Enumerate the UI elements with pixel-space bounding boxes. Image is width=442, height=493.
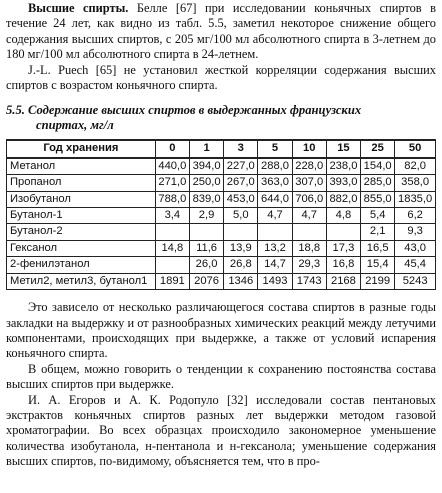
table-cell: 29,3 [292,257,326,273]
column-header-25: 25 [361,140,395,157]
paragraph-egorov: И. А. Егоров и А. К. Родопуло [32] исследовали состав пентановых экстрактов коньячных спиртов разных лет выдержки методом газовой хроматографии. Во всех образцах происходило закономерное уменьшение количества изобутанола, н-пентанола и н-гексанола; уменьшение содержания высших спиртов, по-видимому, объясняется тем, что в про- [6,392,436,469]
table-cell: 288,0 [258,158,292,175]
table-cell: 267,0 [224,175,258,191]
table-row [7,257,436,273]
table-cell [292,224,326,240]
table-cell: 307,0 [292,175,326,191]
table-cell: 855,0 [361,191,395,207]
table-cell: 17,3 [326,240,360,256]
table-row [7,158,436,175]
table-cell: 363,0 [258,175,292,191]
row-label: Метанол [7,158,156,175]
table-row [7,191,436,207]
table-cell: 5,0 [224,208,258,224]
table-cell: 453,0 [224,191,258,207]
table-cell: 839,0 [189,191,223,207]
table-cell: 394,0 [189,158,223,175]
column-header-5: 5 [258,140,292,157]
table-cell: 16,5 [361,240,395,256]
table-row [7,208,436,224]
table-row [7,175,436,191]
table-cell: 250,0 [189,175,223,191]
column-header-0: 0 [155,140,189,157]
table-cell: 4,8 [326,208,360,224]
column-header-year: Год хранения [7,140,156,157]
column-header-15: 15 [326,140,360,157]
column-header-10: 10 [292,140,326,157]
row-label: 2-фенилэтанол [7,257,156,273]
table-cell: 16,8 [326,257,360,273]
table-cell: 358,0 [395,175,436,191]
paragraph-puech: J.-L. Puech [65] не установил жесткой корреляции содержания высших спиртов с возрастом коньячного спирта. [6,62,436,93]
table-cell: 1835,0 [395,191,436,207]
table-row [7,224,436,240]
table-cell: 227,0 [224,158,258,175]
table-cell: 1346 [224,273,258,289]
table-cell: 2076 [189,273,223,289]
table-cell: 1493 [258,273,292,289]
table-title-line1: Содержание высших спиртов в выдержанных французских [28,103,362,118]
table-title-line2: спиртах, мг/л [36,118,114,133]
table-cell: 3,4 [155,208,189,224]
table-cell: 18,8 [292,240,326,256]
row-label: Бутанол-1 [7,208,156,224]
row-label: Пропанол [7,175,156,191]
table-cell: 6,2 [395,208,436,224]
table-cell: 14,7 [258,257,292,273]
paragraph-higher-alcohols [6,1,436,63]
table-cell: 228,0 [292,158,326,175]
table-cell: 882,0 [326,191,360,207]
table-cell: 14,8 [155,240,189,256]
table-cell: 45,4 [395,257,436,273]
table-cell: 13,2 [258,240,292,256]
column-header-1: 1 [189,140,223,157]
table-cell: 238,0 [326,158,360,175]
table-cell: 285,0 [361,175,395,191]
table-cell: 26,0 [189,257,223,273]
table-cell [224,224,258,240]
table-cell: 706,0 [292,191,326,207]
column-header-50: 50 [395,140,436,157]
table-cell: 43,0 [395,240,436,256]
row-label: Бутанол-2 [7,224,156,240]
table-cell: 11,6 [189,240,223,256]
table-cell: 13,9 [224,240,258,256]
table-cell: 2168 [326,273,360,289]
table-header-row [7,140,436,157]
table-row [7,240,436,256]
table-cell: 5243 [395,273,436,289]
table-cell: 644,0 [258,191,292,207]
table-cell [258,224,292,240]
table-cell [155,224,189,240]
table-cell: 5,4 [361,208,395,224]
table-cell: 9,3 [395,224,436,240]
table-cell: 440,0 [155,158,189,175]
table-cell [326,224,360,240]
column-header-3: 3 [224,140,258,157]
table-cell: 82,0 [395,158,436,175]
row-label: Гексанол [7,240,156,256]
table-cell: 1743 [292,273,326,289]
paragraph-text: Белле [67] при исследовании коньячных спиртов в течение 24 лет, как видно из табл. 5.5, заметил некоторое снижение общего содержания высших спиртов, с 205 мг/100 мл абсолютного спирта в 3-летнем до 180 мг/100 мл абсолютного спирта в 24-летнем. [6,1,436,62]
table-cell [155,257,189,273]
alcohols-table [6,139,436,290]
paragraph-tendency: В общем, можно говорить о тенденции к сохранению постоянства состава высших спиртов при выдержке. [6,361,436,392]
table-cell: 26,8 [224,257,258,273]
paragraph-composition: Это зависело от несколько различающегося состава спиртов в разные годы закладки на выдержку и от разнообразных химических реакций между летучими компонентами, происходящих при выдержке, а также от условий испарения коньячного спирта. [6,300,436,361]
table-row [7,273,436,289]
table-cell: 271,0 [155,175,189,191]
table-cell: 154,0 [361,158,395,175]
table-cell: 15,4 [361,257,395,273]
table-cell: 2,1 [361,224,395,240]
table-cell: 2,9 [189,208,223,224]
table-body [7,158,436,290]
table-cell: 1891 [155,273,189,289]
table-cell: 788,0 [155,191,189,207]
row-label: Изобутанол [7,191,156,207]
table-cell: 4,7 [292,208,326,224]
table-cell: 2199 [361,273,395,289]
table-cell: 393,0 [326,175,360,191]
table-cell [189,224,223,240]
table-number: 5.5. [6,103,25,118]
table-caption [6,103,436,133]
paragraph-lead: Высшие спирты. [28,1,129,15]
row-label: Метил2, метил3, бутанол1 [7,273,156,289]
table-cell: 4,7 [258,208,292,224]
